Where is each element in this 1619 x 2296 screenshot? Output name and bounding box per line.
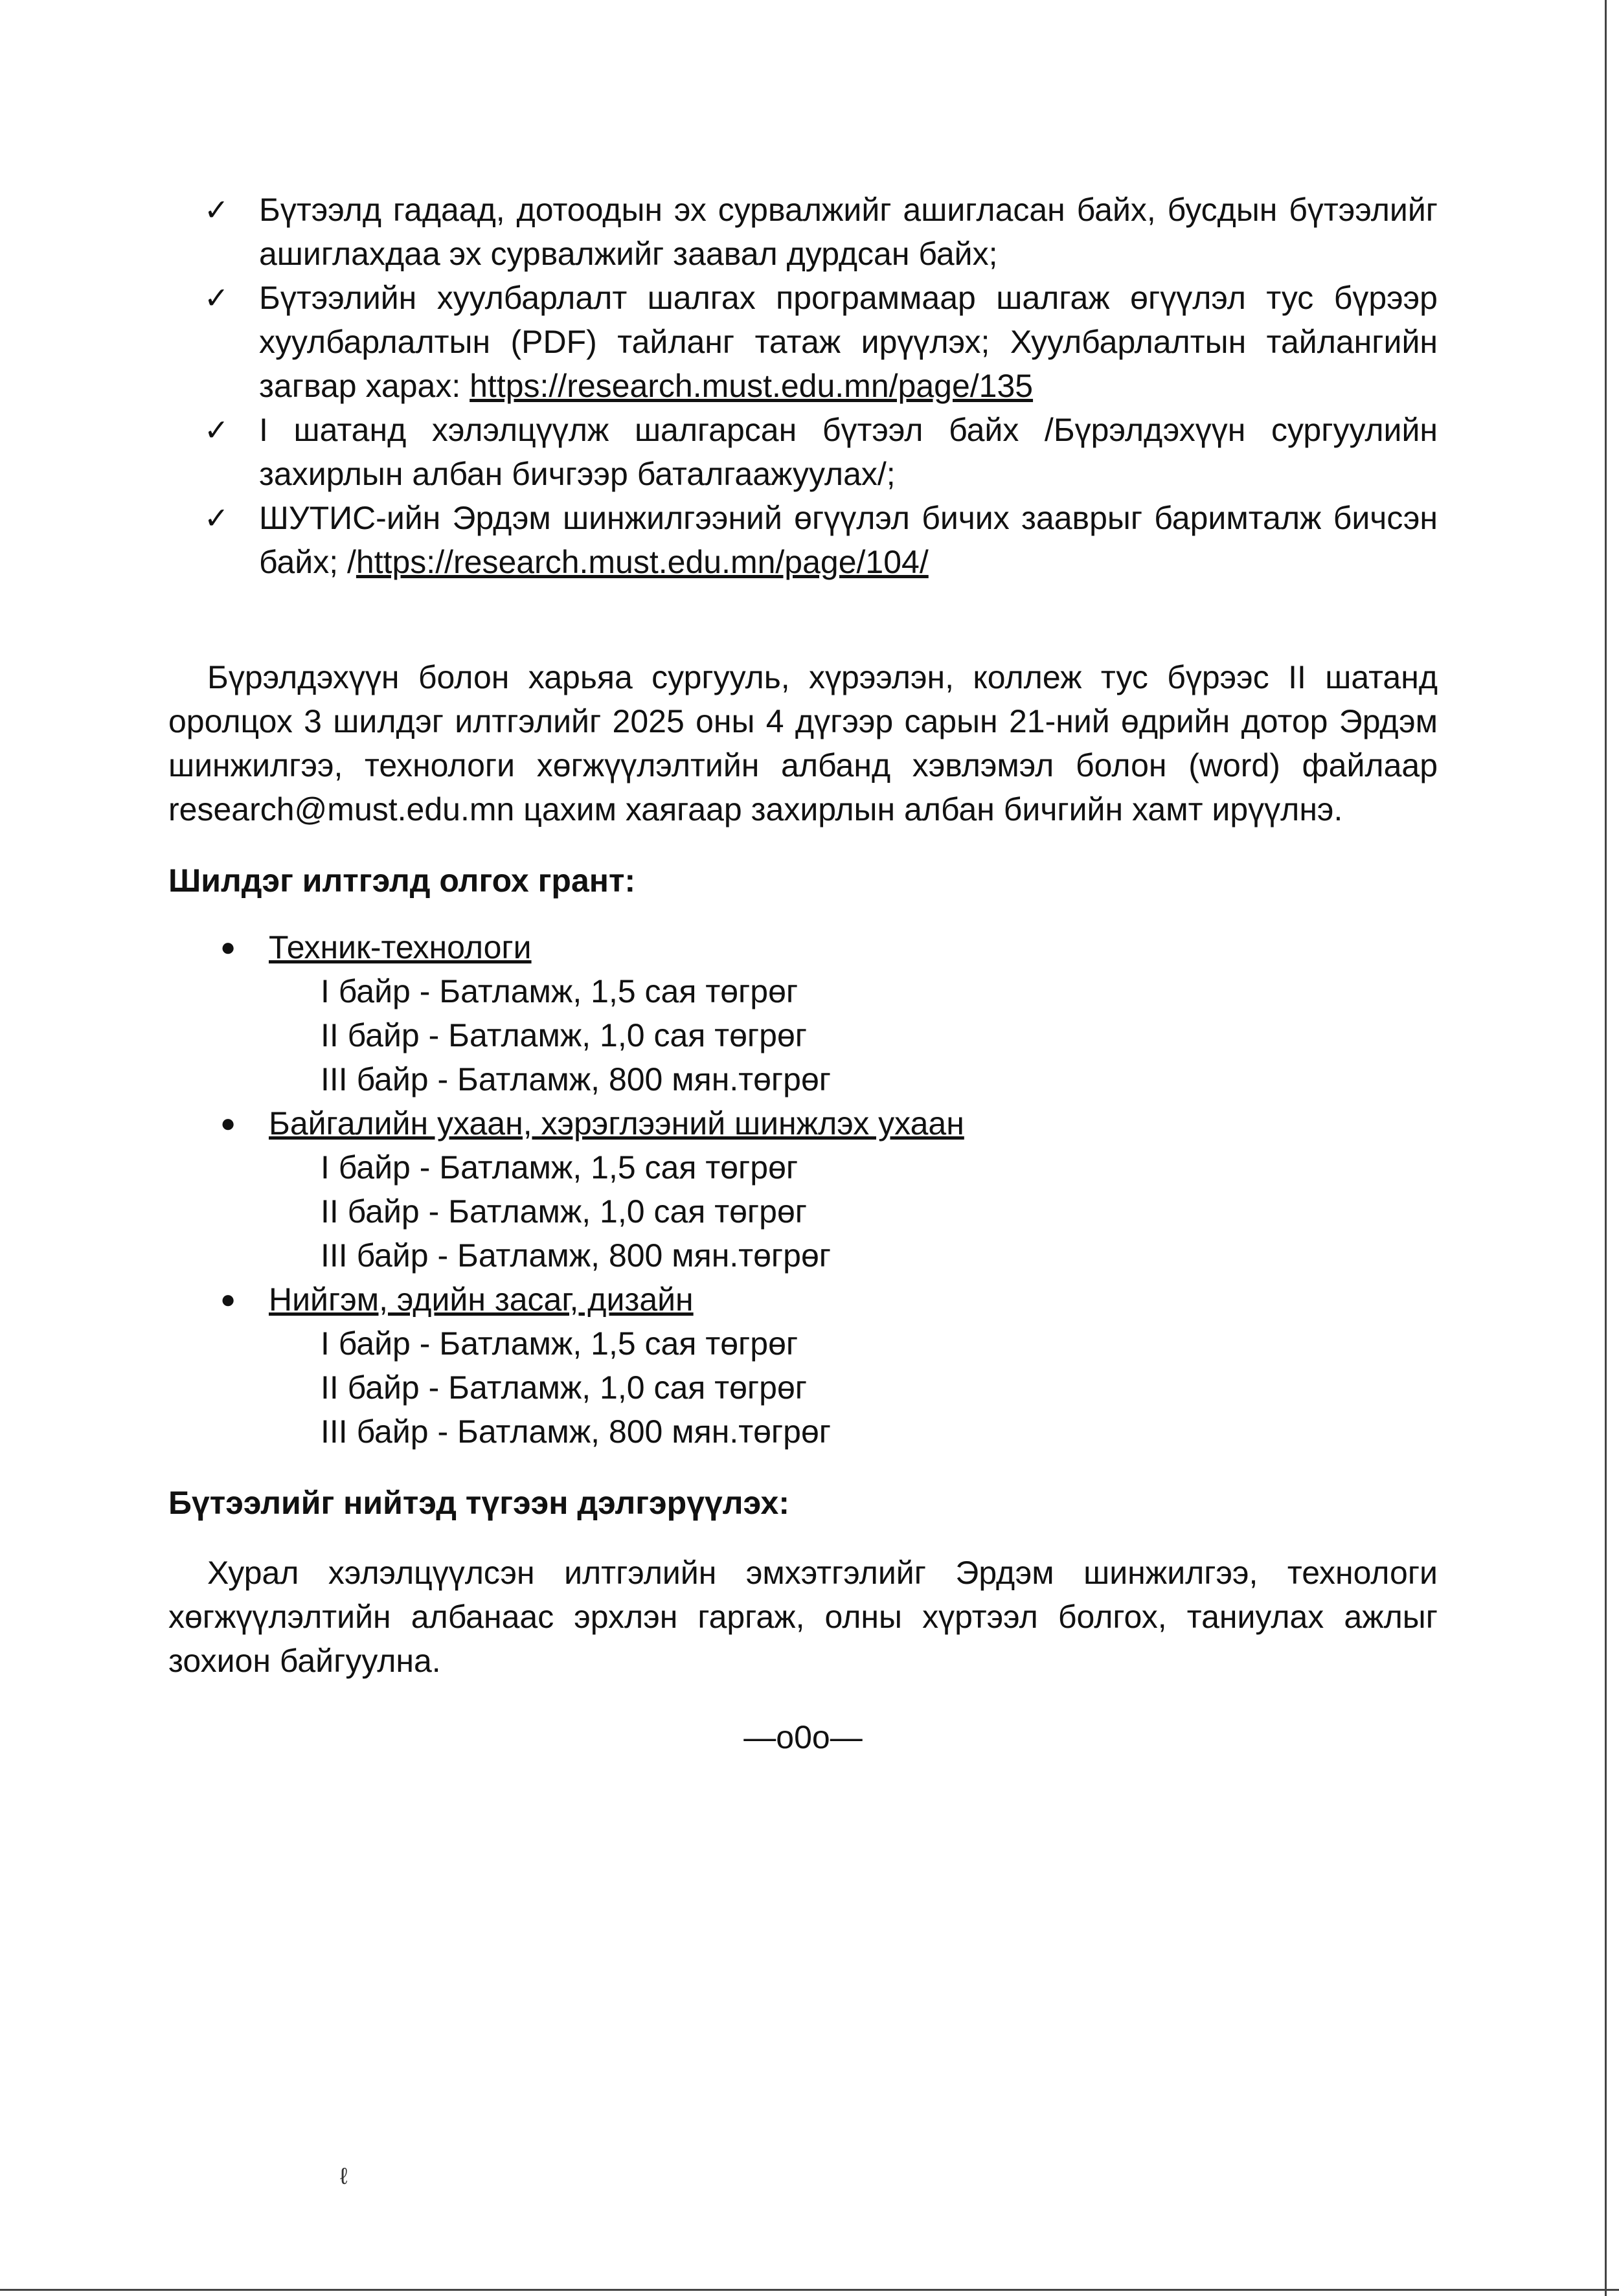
bullet-icon: ● xyxy=(220,1109,236,1138)
prize-item: II байр - Батламж, 1,0 сая төгрөг xyxy=(321,1193,808,1230)
checklist-item xyxy=(168,496,1438,584)
checkmark-icon: ✓ xyxy=(204,413,229,447)
checklist-item xyxy=(168,408,1438,496)
plagiarism-report-link[interactable]: https://research.must.edu.mn/page/135 xyxy=(470,368,1034,404)
checklist-text: Бүтээлийн хуулбарлалт шалгах программаар шалгаж өгүүлэл тус бүрээр хуулбарлалтын (PDF) тайланг татаж ирүүлэх; Хуулбарлалтын тайлангийн загвар харах: xyxy=(259,280,1438,404)
prize-item: I байр - Батламж, 1,5 сая төгрөг xyxy=(321,1149,798,1186)
checkmark-icon: ✓ xyxy=(204,193,229,227)
category-title: Техник-технологи xyxy=(269,929,532,965)
requirements-checklist xyxy=(168,188,1438,584)
bullet-icon: ● xyxy=(220,933,236,962)
category-title: Нийгэм, эдийн засаг, дизайн xyxy=(269,1281,694,1318)
category-title: Байгалийн ухаан, хэрэглээний шинжлэх ухаан xyxy=(269,1105,964,1142)
checklist-item xyxy=(168,188,1438,276)
grant-categories xyxy=(168,925,1438,1454)
writing-guide-link[interactable]: https://research.must.edu.mn/page/104/ xyxy=(356,544,929,580)
checklist-text: Бүтээлд гадаад, дотоодын эх сурвалжийг ашигласан байх, бусдын бүтээлийг ашиглахдаа эх сурвалжийг заавал дурдсан байх; xyxy=(259,192,1438,272)
checklist-item xyxy=(168,276,1438,408)
prize-item: III байр - Батламж, 800 мян.төгрөг xyxy=(321,1061,832,1097)
bullet-icon: ● xyxy=(220,1285,236,1314)
document-page xyxy=(168,188,1438,1792)
grant-heading: Шилдэг илтгэлд олгох грант: xyxy=(168,862,636,899)
category-item xyxy=(168,925,1438,1101)
dissemination-paragraph: Хурал хэлэлцүүлсэн илтгэлийн эмхэтгэлийг Эрдэм шинжилгээ, технологи хөгжүүлэлтийн албанаас эрхлэн гаргаж, олны хүртээл болгох, таниулах ажлыг зохион байгуулна. xyxy=(168,1555,1438,1679)
dissemination-heading: Бүтээлийг нийтэд түгээн дэлгэрүүлэх: xyxy=(168,1485,789,1521)
submission-paragraph: Бүрэлдэхүүн болон харьяа сургууль, хүрээлэн, коллеж тус бүрээс II шатанд оролцох 3 шилдэг илтгэлийг 2025 оны 4 дүгээр сарын 21-ний өдрийн дотор Эрдэм шинжилгээ, технологи хөгжүүлэлтийн албанд хэвлэмэл болон (word) файлаар research@must.edu.mn цахим хаягаар захирлын албан бичгийн хамт ирүүлнэ. xyxy=(168,659,1438,827)
prize-item: II байр - Батламж, 1,0 сая төгрөг xyxy=(321,1017,808,1053)
prize-item: III байр - Батламж, 800 мян.төгрөг xyxy=(321,1237,832,1274)
category-item xyxy=(168,1277,1438,1454)
checklist-text: ШУТИС-ийн Эрдэм шинжилгээний өгүүлэл бичих заавры​г баримталж бичсэн байх; / xyxy=(259,500,1438,580)
scan-edge-right xyxy=(1605,0,1607,2296)
checkmark-icon: ✓ xyxy=(204,281,229,315)
stray-scan-mark: ℓ xyxy=(340,2163,348,2189)
scan-edge-bottom xyxy=(0,2289,1619,2291)
prize-item: II байр - Батламж, 1,0 сая төгрөг xyxy=(321,1369,808,1406)
prize-item: I байр - Батламж, 1,5 сая төгрөг xyxy=(321,1325,798,1362)
prize-item: I байр - Батламж, 1,5 сая төгрөг xyxy=(321,973,798,1009)
checklist-text: I шатанд хэлэлцүүлж шалгарсан бүтээл байх /Бүрэлдэхүүн сургуулийн захирлын албан бичгээр баталгаажуулах/; xyxy=(259,412,1438,492)
prize-list xyxy=(269,1322,1438,1454)
prize-list xyxy=(269,969,1438,1101)
prize-list xyxy=(269,1145,1438,1277)
checkmark-icon: ✓ xyxy=(204,501,229,535)
category-item xyxy=(168,1101,1438,1277)
end-mark: —o0o— xyxy=(743,1719,863,1755)
prize-item: III байр - Батламж, 800 мян.төгрөг xyxy=(321,1413,832,1450)
